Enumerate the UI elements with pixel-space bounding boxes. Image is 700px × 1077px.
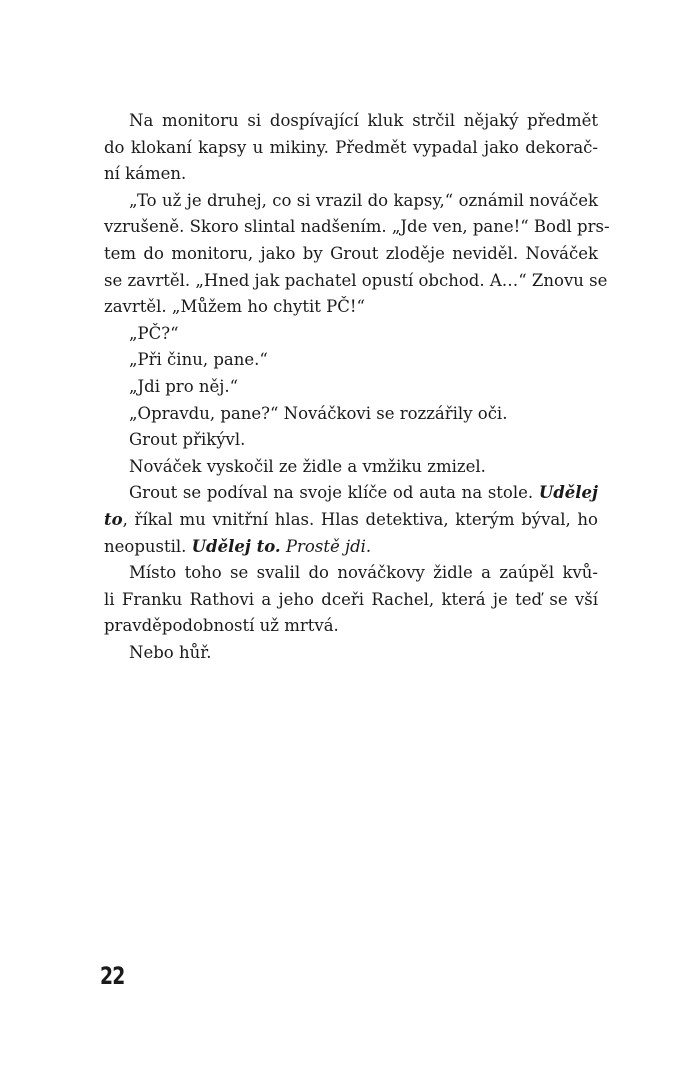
- text-run: , říkal mu vnitřní hlas. Hlas detektiva, kterým býval, ho: [122, 509, 598, 529]
- text-line: [104, 507, 598, 534]
- emphasis-run: Prostě jdi.: [285, 536, 372, 556]
- text-line: „Při činu, pane.“: [129, 350, 268, 370]
- emphasis-run: to: [104, 509, 123, 529]
- body-text: [104, 108, 610, 666]
- text-line: Nováček vyskočil ze židle a vmžiku zmizel.: [129, 456, 486, 476]
- emphasis-run: Udělej: [538, 483, 598, 503]
- text-line: „PČ?“: [129, 323, 179, 343]
- text-run: neopustil.: [104, 536, 187, 556]
- text-line: zavrtěl. „Můžem ho chytit PČ!“: [104, 297, 365, 317]
- text-line: Nebo hůř.: [129, 642, 212, 662]
- text-line: pravděpodobností už mrtvá.: [104, 616, 339, 636]
- text-line: Na monitoru si dospívající kluk strčil nějaký předmět: [129, 111, 598, 130]
- text-line: se zavrtěl. „Hned jak pachatel opustí obchod. A…“ Znovu se: [104, 270, 608, 290]
- text-run: Grout se podíval na svoje klíče od auta na stole.: [129, 483, 534, 503]
- text-line: „To už je druhej, co si vrazil do kapsy,“ oznámil nováček: [129, 190, 598, 210]
- text-line: Místo toho se svalil do nováčkovy židle a zaúpěl kvů-: [129, 563, 598, 583]
- text-line: do klokaní kapsy u mikiny. Předmět vypadal jako dekorač-: [104, 137, 598, 157]
- text-line: [104, 534, 598, 561]
- emphasis-run: Udělej to.: [191, 536, 281, 556]
- text-line: vzrušeně. Skoro slintal nadšením. „Jde ven, pane!“ Bodl prs-: [104, 217, 610, 237]
- text-line: tem do monitoru, jako by Grout zloděje neviděl. Nováček: [104, 243, 598, 263]
- text-line: „Opravdu, pane?“ Nováčkovi se rozzářily oči.: [129, 403, 508, 423]
- page-number: 22: [100, 962, 125, 990]
- text-line: li Franku Rathovi a jeho dceři Rachel, která je teď se vší: [104, 589, 598, 609]
- text-line: [104, 480, 598, 507]
- text-line: „Jdi pro něj.“: [129, 376, 239, 396]
- text-line: ní kámen.: [104, 164, 187, 184]
- text-line: Grout přikývl.: [129, 430, 246, 450]
